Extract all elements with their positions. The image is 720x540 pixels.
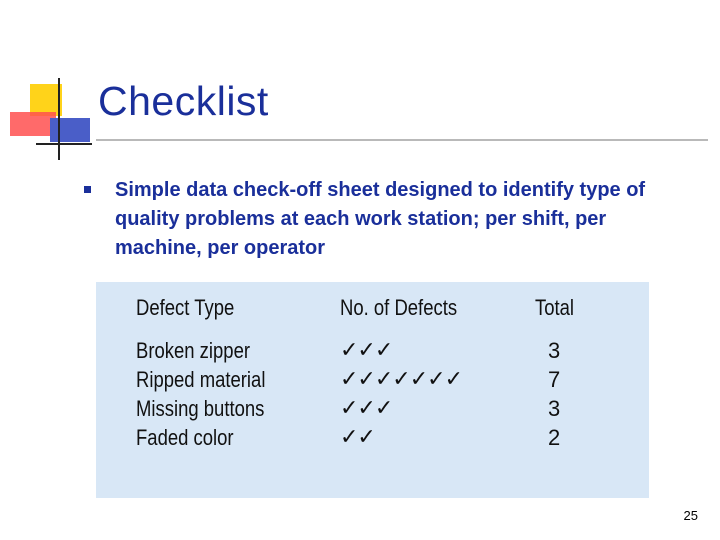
- row-total: 3: [548, 338, 561, 363]
- row-type: Missing buttons: [136, 396, 265, 421]
- row-checks: ✓✓✓✓✓✓✓: [340, 367, 463, 392]
- logo-horizontal-line: [36, 143, 92, 145]
- row-checks: ✓✓: [340, 425, 375, 450]
- row-type: Ripped material: [136, 367, 266, 392]
- row-checks: ✓✓✓: [340, 396, 393, 421]
- slide-title: Checklist: [98, 78, 269, 124]
- logo-vertical-line: [58, 78, 60, 160]
- row-type: Broken zipper: [136, 338, 251, 363]
- header-defect-type: Defect Type: [136, 295, 235, 320]
- page-number: 25: [683, 508, 698, 523]
- blue-square: [50, 118, 90, 142]
- header-no-of-defects: No. of Defects: [340, 295, 458, 320]
- row-checks: ✓✓✓: [340, 338, 393, 363]
- checklist-table: [96, 282, 649, 498]
- slide-logo-decoration: [0, 0, 110, 170]
- header-total: Total: [535, 295, 575, 320]
- bullet-marker: [84, 186, 91, 193]
- row-total: 3: [548, 396, 561, 421]
- row-total: 7: [548, 367, 561, 392]
- row-type: Faded color: [136, 425, 234, 450]
- title-underline: [96, 139, 708, 141]
- row-total: 2: [548, 425, 561, 450]
- bullet-text: Simple data check-off sheet designed to identify type of quality problems at each work station; per shift, per machine, per operator: [115, 179, 646, 259]
